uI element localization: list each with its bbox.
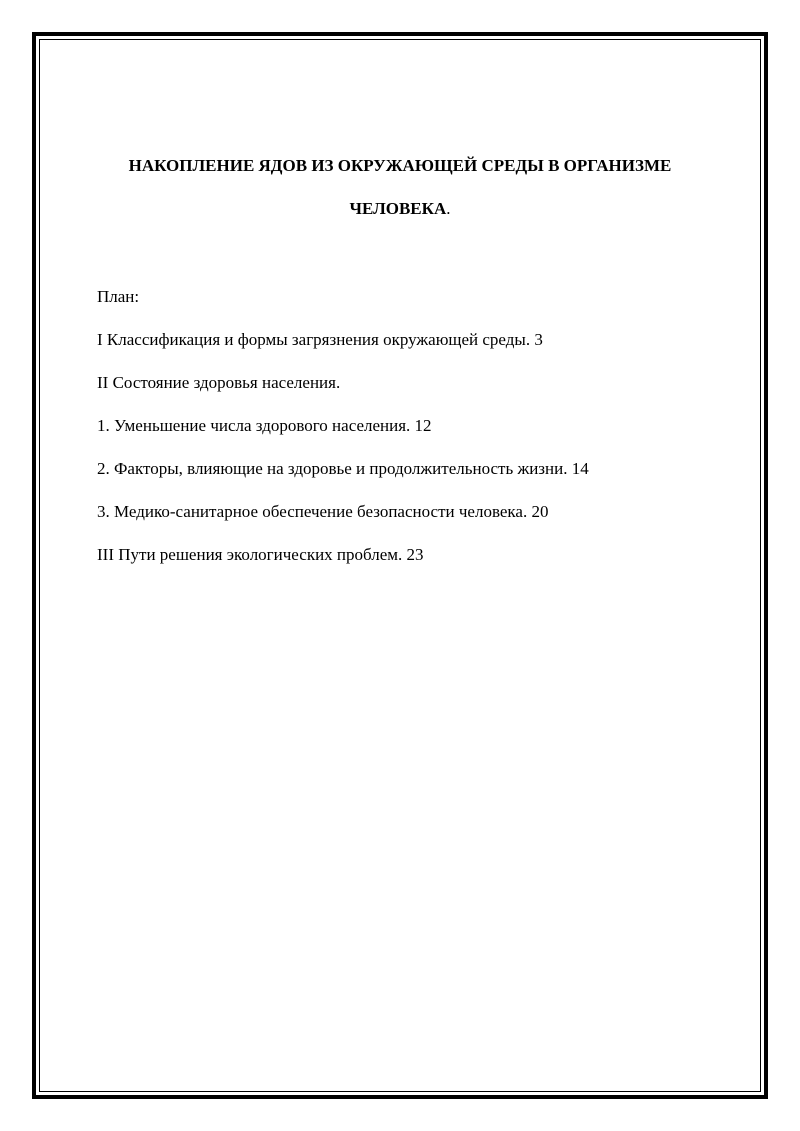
plan-item-section-3: III Пути решения экологических проблем. 23 xyxy=(97,545,424,564)
plan-item-section-2: II Состояние здоровья населения. xyxy=(97,373,341,392)
document-title-line-2 xyxy=(60,199,740,219)
plan-item-subsection-2: 2. Факторы, влияющие на здоровье и продолжительность жизни. 14 xyxy=(97,459,589,478)
document-title-word: ЧЕЛОВЕКА xyxy=(349,199,447,218)
page-border-inner xyxy=(39,39,761,1092)
plan-heading: План: xyxy=(97,287,140,306)
document-title-line-1: НАКОПЛЕНИЕ ЯДОВ ИЗ ОКРУЖАЮЩЕЙ СРЕДЫ В ОРГАНИЗМЕ xyxy=(128,156,672,175)
page-border xyxy=(32,32,768,1099)
document-title-period: . xyxy=(446,199,451,218)
plan-item-section-1: I Классификация и формы загрязнения окружающей среды. 3 xyxy=(97,330,543,349)
plan-item-subsection-1: 1. Уменьшение числа здорового населения. 12 xyxy=(97,416,432,435)
plan-item-subsection-3: 3. Медико-санитарное обеспечение безопасности человека. 20 xyxy=(97,502,549,521)
